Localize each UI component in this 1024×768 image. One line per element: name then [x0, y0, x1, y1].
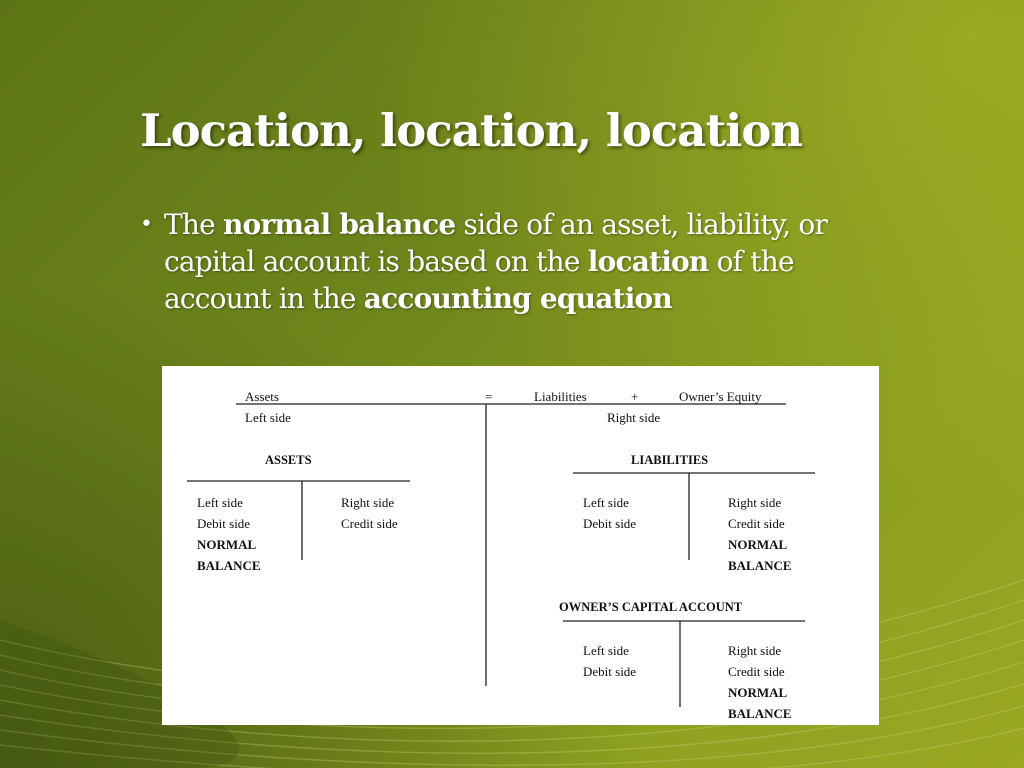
bullet-text-part1: The — [164, 208, 223, 241]
accounting-equation-diagram — [162, 366, 879, 725]
capital-debit-side: Debit side — [583, 664, 637, 679]
equation-equals-sign: = — [485, 389, 493, 404]
bullet-bold-normal-balance: normal balance — [222, 208, 456, 241]
liabilities-right-side: Right side — [728, 495, 782, 510]
liabilities-normal-label: NORMAL — [728, 537, 788, 552]
bullet-bold-accounting-equation: accounting equation — [363, 282, 672, 315]
assets-left-side: Left side — [197, 495, 243, 510]
assets-debit-side: Debit side — [197, 516, 251, 531]
capital-credit-side: Credit side — [728, 664, 785, 679]
equation-right-side-label: Right side — [607, 410, 661, 425]
bullet-point — [140, 206, 900, 317]
liabilities-credit-side: Credit side — [728, 516, 785, 531]
equation-owners-equity-label: Owner’s Equity — [679, 389, 762, 404]
equation-assets-label: Assets — [245, 389, 279, 404]
assets-normal-label: NORMAL — [197, 537, 257, 552]
bullet-bold-location: location — [587, 245, 709, 278]
capital-account-title: OWNER’S CAPITAL ACCOUNT — [559, 600, 743, 614]
slide-title: Location, location, location — [140, 104, 803, 157]
bullet-text — [164, 206, 900, 317]
capital-left-side: Left side — [583, 643, 629, 658]
assets-balance-label: BALANCE — [197, 558, 261, 573]
assets-account-title: ASSETS — [265, 453, 312, 467]
capital-right-side: Right side — [728, 643, 782, 658]
assets-right-side: Right side — [341, 495, 395, 510]
capital-balance-label: BALANCE — [728, 706, 792, 721]
equation-left-side-label: Left side — [245, 410, 291, 425]
assets-credit-side: Credit side — [341, 516, 398, 531]
equation-liabilities-label: Liabilities — [534, 389, 587, 404]
bullet-text-part2: side of an asset, liability, or capital account is based on the — [164, 208, 828, 278]
liabilities-balance-label: BALANCE — [728, 558, 792, 573]
bullet-marker: • — [140, 212, 153, 237]
liabilities-account-title: LIABILITIES — [631, 453, 709, 467]
bullet-text-part3: of the account in the — [164, 245, 794, 315]
liabilities-debit-side: Debit side — [583, 516, 637, 531]
capital-normal-label: NORMAL — [728, 685, 788, 700]
equation-plus-sign: + — [631, 389, 639, 404]
liabilities-left-side: Left side — [583, 495, 629, 510]
